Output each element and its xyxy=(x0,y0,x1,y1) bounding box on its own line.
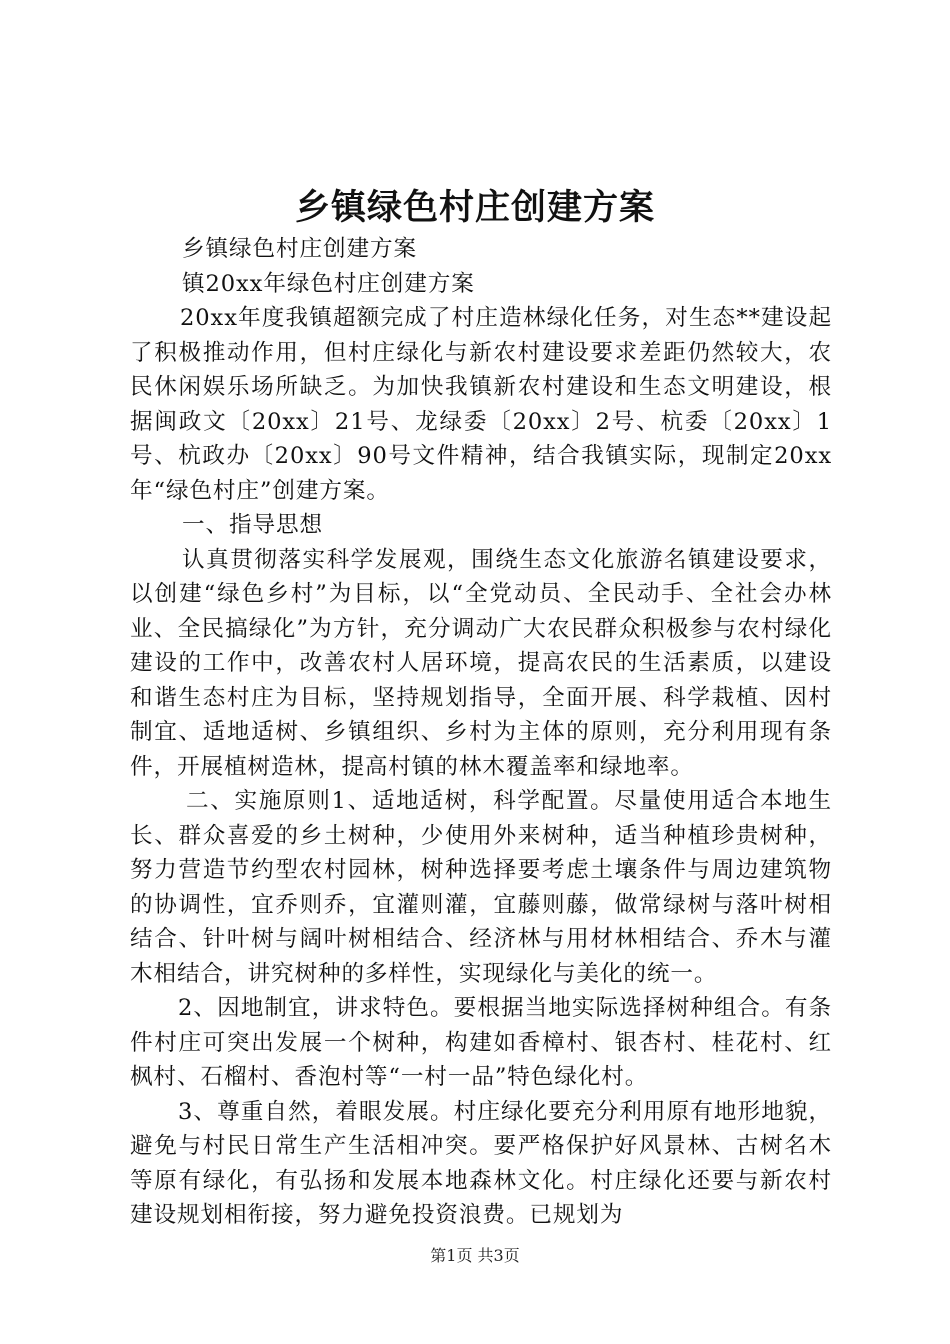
body-paragraph-principle-2: 2、因地制宜，讲求特色。要根据当地实际选择树种组合。有条件村庄可突出发展一个树种，构建如香樟村、银杏村、桂花村、红枫村、石榴村、香泡村等“一村一品”特色绿化村。 xyxy=(130,995,832,1090)
body-paragraph-principle-3: 3、尊重自然，着眼发展。村庄绿化要充分利用原有地形地貌，避免与村民日常生产生活相冲突。要严格保护好风景林、古树名木等原有绿化，有弘扬和发展本地森林文化。村庄绿化还要与新农村建设规划相衔接，努力避免投资浪费。已规划为 xyxy=(130,1098,832,1228)
body-paragraph-guiding-thought: 认真贯彻落实科学发展观，围绕生态文化旅游名镇建设要求，以创建“绿色乡村”为目标，以“全党动员、全民动手、全社会办林业、全民搞绿化”为方针，充分调动广大农民群众积极参与农村绿化建设的工作中，改善农村人居环境，提高农民的生活素质，以建设和谐生态村庄为目标，坚持规划指导，全面开展、科学栽植、因村制宜、适地适树、乡镇组织、乡村为主体的原则，充分利用现有条件，开展植树造林，提高村镇的林木覆盖率和绿地率。 xyxy=(130,546,832,780)
body-paragraph-subtitle: 乡镇绿色村庄创建方案 xyxy=(182,236,417,262)
section-heading-guiding-thought: 一、指导思想 xyxy=(182,512,323,538)
page-number-footer: 第1页 共3页 xyxy=(430,1246,520,1265)
body-paragraph-heading: 镇20xx年绿色村庄创建方案 xyxy=(182,270,475,297)
body-paragraph-intro: 20xx年度我镇超额完成了村庄造林绿化任务，对生态**建设起了积极推动作用，但村庄绿化与新农村建设要求差距仍然较大，农民休闲娱乐场所缺乏。为加快我镇新农村建设和生态文明建设，根据闽政文〔20xx〕21号、龙绿委〔20xx〕2号、杭委〔20xx〕1号、杭政办〔20xx〕90号文件精神，结合我镇实际，现制定20xx年“绿色村庄”创建方案。 xyxy=(130,305,832,504)
document-body xyxy=(130,232,832,1233)
body-paragraph-principles: 二、实施原则1、适地适树，科学配置。尽量使用适合本地生长、群众喜爱的乡土树种，少使用外来树种，适当种植珍贵树种，努力营造节约型农村园林，树种选择要考虑土壤条件与周边建筑物的协调性，宜乔则乔，宜灌则灌，宜藤则藤，做常绿树与落叶树相结合、针叶树与阔叶树相结合、经济林与用材林相结合、乔木与灌木相结合，讲究树种的多样性，实现绿化与美化的统一。 xyxy=(130,788,832,987)
document-title: 乡镇绿色村庄创建方案 xyxy=(294,187,655,228)
